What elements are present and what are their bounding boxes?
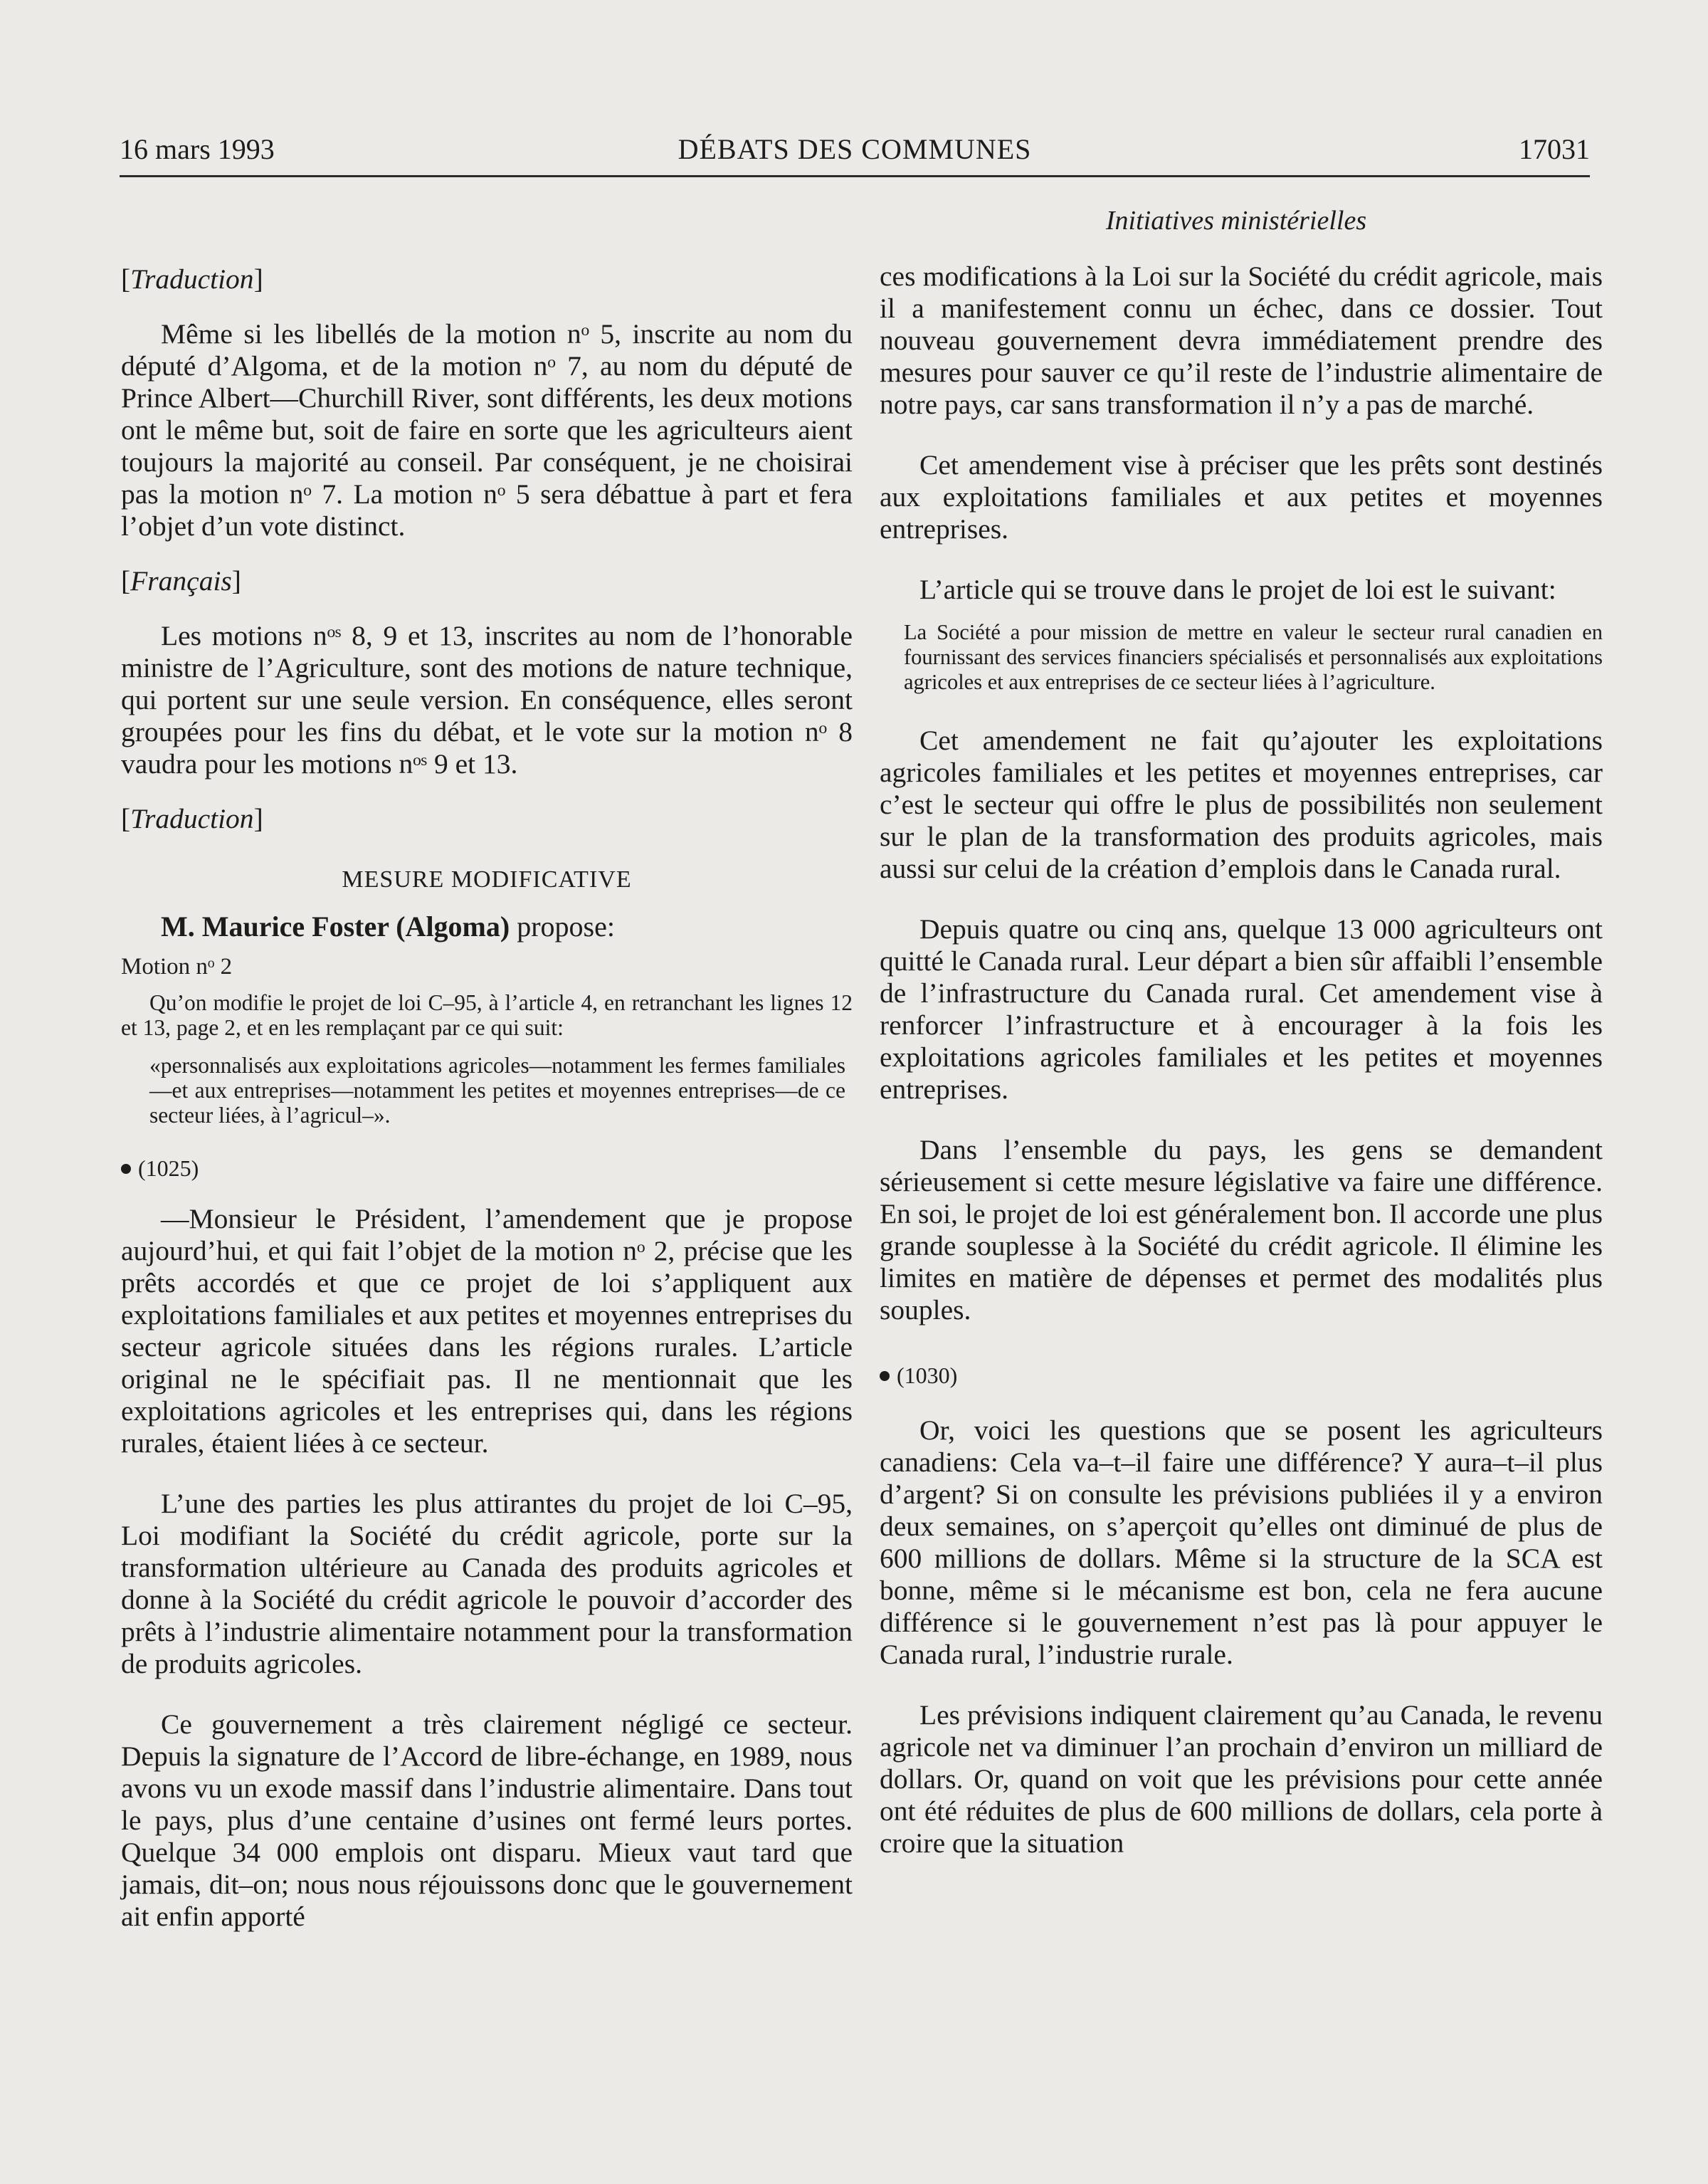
paragraph: L’article qui se trouve dans le projet de loi est le suivant:: [919, 574, 1556, 605]
header-page-number: 17031: [1519, 133, 1590, 165]
language-tag-traduction: [Traduction]: [121, 803, 263, 834]
paragraph: Ce gouvernement a très clairement négligé ce secteur. Depuis la signature de l’Accord de libre-échange, en 1989, nous avons vu un exode massif dans l’industrie alimentaire. Dans tout le pays, plus d’une centaine d’usines ont fermé leurs portes. Quelque 34 000 emplois ont disparu. Mieux vaut tard que jamais, dit–on; nous nous réjouissons donc que le gouvernement ait enfin apporté: [121, 1708, 853, 1932]
motion-quote: «personnalisés aux exploitations agricoles—notamment les fermes familiales—et aux entreprises—notamment les petites et moyennes entreprises—de ce secteur liées, à l’agricul–».: [149, 1053, 845, 1128]
section-label: Initiatives ministérielles: [1105, 206, 1367, 236]
mover-name: M. Maurice Foster (Algoma): [161, 910, 510, 943]
bullet-icon: [880, 1371, 890, 1381]
paragraph: Dans l’ensemble du pays, les gens se demandent sérieusement si cette mesure législative va faire une différence. En soi, le projet de loi est généralement bon. Il accorde une plus grande souplesse à la Société du crédit agricole. Il élimine les limites en matière de dépenses et permet des modalités plus souples.: [880, 1134, 1603, 1325]
block-quote: La Société a pour mission de mettre en valeur le secteur rural canadien en fournissant des services financiers spécialisés et personnalisés aux exploitations agricoles et aux entreprises de ce secteur liées à l’agriculture.: [904, 620, 1603, 694]
language-tag-francais: [Français]: [121, 565, 241, 597]
subheading-mesure-modificative: MESURE MODIFICATIVE: [342, 866, 632, 893]
paragraph: Or, voici les questions que se posent les agriculteurs canadiens: Cela va–t–il faire une différence? Y aura–t–il plus d’argent? Si on consulte les prévisions publiées il y a environ deux semaines, on s’aperçoit qu’elles ont diminué de plus de 600 millions de dollars. Même si la structure de la SCA est bonne, même si le mécanisme est bon, cela ne fera aucune différence si le gouvernement n’est pas là pour appuyer le Canada rural, l’industrie rurale.: [880, 1414, 1603, 1670]
right-column: [880, 261, 1603, 1859]
paragraph: —Monsieur le Président, l’amendement que je propose aujourd’hui, et qui fait l’objet de la motion nᵒ 2, précise que les prêts accordés et que ce projet de loi s’appliquent aux exploitations familiales et aux petites et moyennes entreprises du secteur agricole situées dans les régions rurales. L’article original ne le spécifiait pas. Il ne mentionnait que les exploitations agricoles et les entreprises qui, dans les régions rurales, étaient liées à ce secteur.: [121, 1203, 853, 1459]
header-journal-title: DÉBATS DES COMMUNES: [678, 133, 1032, 165]
paragraph: Les prévisions indiquent clairement qu’au Canada, le revenu agricole net va diminuer l’an prochain d’environ un milliard de dollars. Or, quand on voit que les prévisions pour cette année ont été réduites de plus de 600 millions de dollars, cela porte à croire que la situation: [880, 1699, 1603, 1859]
paragraph: Les motions nᵒˢ 8, 9 et 13, inscrites au nom de l’honorable ministre de l’Agriculture, sont des motions de nature technique, qui portent sur une seule version. En conséquence, elles seront groupées pour les fins du débat, et le vote sur la motion nᵒ 8 vaudra pour les motions nᵒˢ 9 et 13.: [121, 620, 853, 779]
paragraph-continued: ces modifications à la Loi sur la Société du crédit agricole, mais il a manifestement connu un échec, dans ce dossier. Tout nouveau gouvernement devra immédiatement prendre des mesures pour sauver ce qu’il reste de l’industrie alimentaire de notre pays, car sans transformation il n’y a pas de marché.: [880, 261, 1603, 420]
paragraph: Même si les libellés de la motion nᵒ 5, inscrite au nom du député d’Algoma, et de la motion nᵒ 7, au nom du député de Prince Albert—Churchill River, sont différents, les deux motions ont le même but, soit de faire en sorte que les agriculteurs aient toujours la majorité au conseil. Par conséquent, je ne choisirai pas la motion nᵒ 7. La motion nᵒ 5 sera débattue à part et fera l’objet d’un vote distinct.: [121, 318, 853, 542]
language-tag-traduction: [Traduction]: [121, 263, 263, 295]
mover-line: [121, 910, 853, 943]
left-column: [121, 256, 853, 1933]
header-date: 16 mars 1993: [120, 133, 275, 165]
timestamp: (1025): [121, 1155, 853, 1182]
bullet-icon: [121, 1164, 131, 1174]
motion-number: Motion nᵒ 2: [121, 954, 233, 980]
paragraph: Cet amendement vise à préciser que les prêts sont destinés aux exploitations familiales et aux petites et moyennes entreprises.: [880, 449, 1603, 545]
mover-verb: propose:: [510, 910, 615, 943]
motion-text: Qu’on modifie le projet de loi C–95, à l’article 4, en retranchant les lignes 12 et 13, page 2, et en les remplaçant par ce qui suit:: [121, 990, 853, 1040]
paragraph: Depuis quatre ou cinq ans, quelque 13 000 agriculteurs ont quitté le Canada rural. Leur départ a bien sûr affaibli l’ensemble de l’infrastructure du Canada rural. Cet amendement vise à renforcer l’infrastructure et à encourager à la fois les exploitations agricoles familiales et les petites et moyennes entreprises.: [880, 913, 1603, 1105]
running-header: [120, 132, 1590, 177]
timestamp: (1030): [880, 1362, 1603, 1389]
paragraph: L’une des parties les plus attirantes du projet de loi C–95, Loi modifiant la Société du crédit agricole, porte sur la transformation ultérieure au Canada des produits agricoles et donne à la Société du crédit agricole le pouvoir d’accorder des prêts à l’industrie alimentaire notamment pour la transformation de produits agricoles.: [121, 1488, 853, 1679]
paragraph: Cet amendement ne fait qu’ajouter les exploitations agricoles familiales et les petites et moyennes entreprises, car c’est le secteur qui offre le plus de possibilités non seulement sur le plan de la transformation des produits agricoles, mais aussi sur celui de la création d’emplois dans le Canada rural.: [880, 725, 1603, 884]
